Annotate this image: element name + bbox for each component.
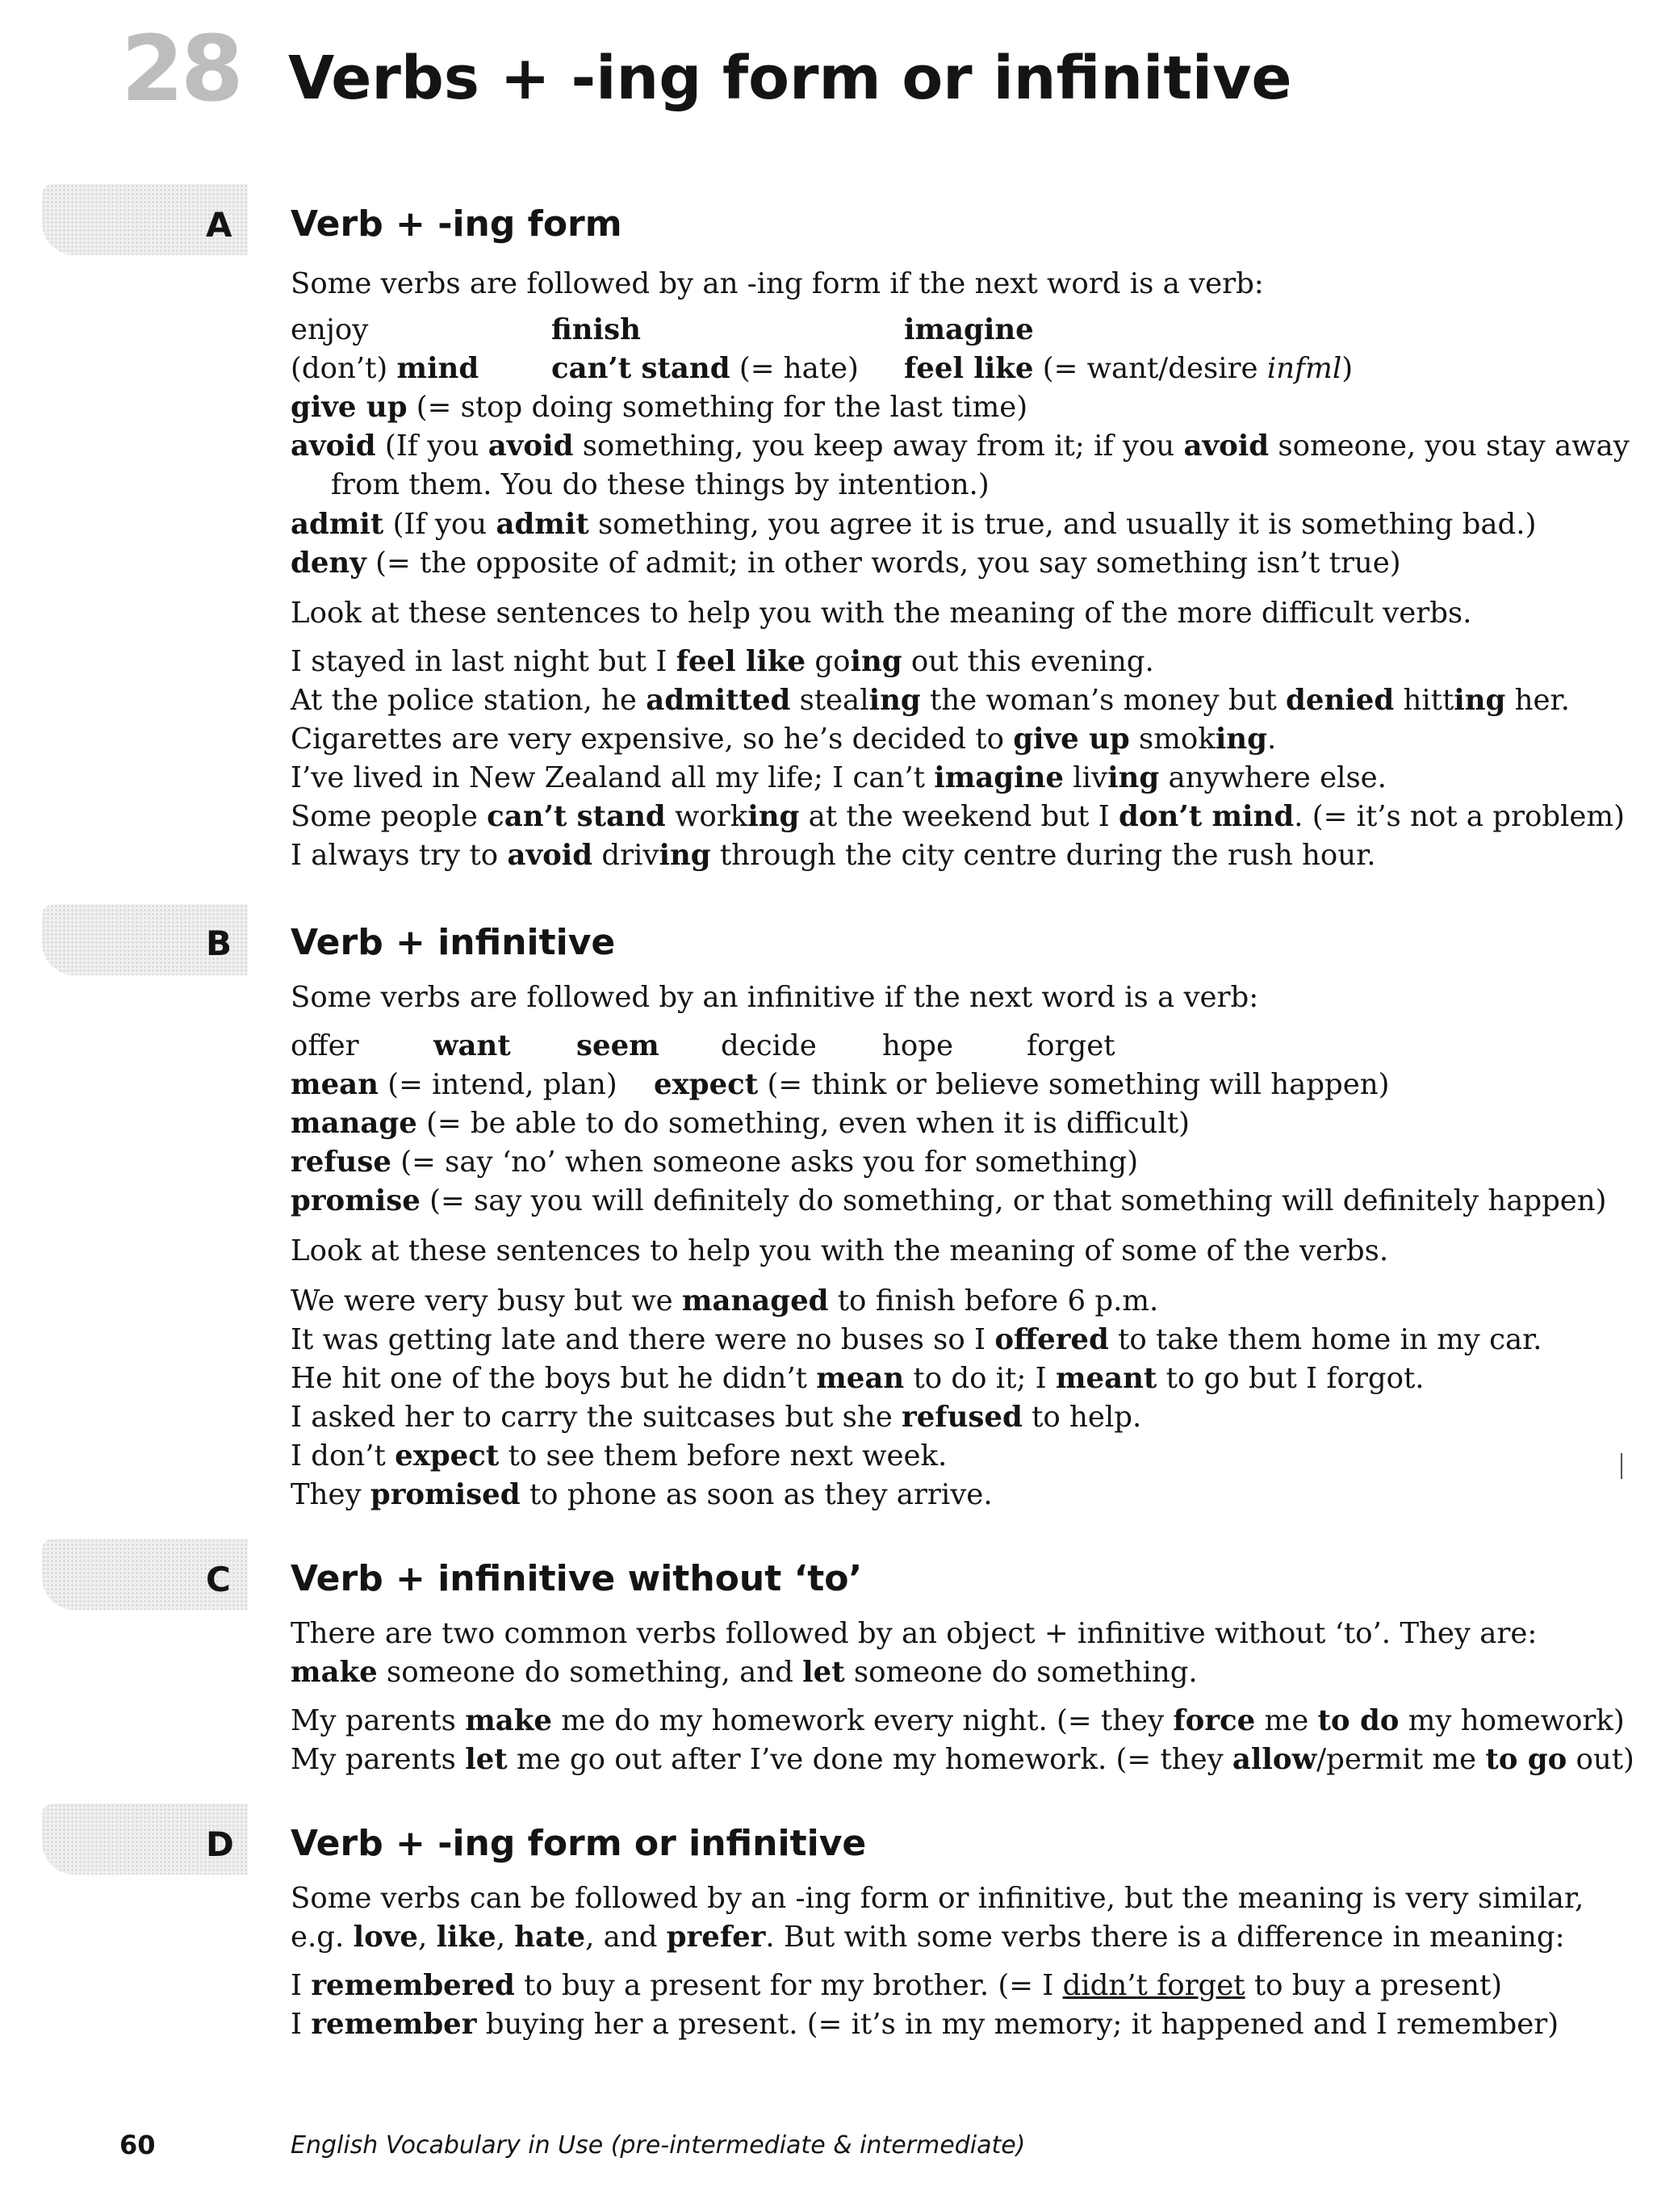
example-sentence: I always try to avoid driving through the city centre during the rush hour. (291, 839, 1376, 872)
verb-enjoy: enjoy (291, 313, 369, 346)
section-b-heading: Verb + infinitive (291, 922, 616, 963)
definition-promise: promise (= say you will definitely do something, or that something will definitely happen) (291, 1184, 1607, 1217)
page-title: Verbs + -ing form or infinitive (288, 44, 1292, 113)
definition-refuse: refuse (= say ‘no’ when someone asks you for something) (291, 1146, 1139, 1179)
definition-deny: deny (= the opposite of admit; in other words, you say something isn’t true) (291, 547, 1401, 580)
example-sentence: At the police station, he admitted stealing the woman’s money but denied hitting her. (291, 684, 1570, 717)
section-a-look-note: Look at these sentences to help you with the meaning of the more difficult verbs. (291, 597, 1472, 630)
section-b-look-note: Look at these sentences to help you with the meaning of some of the verbs. (291, 1234, 1389, 1267)
example-sentence: I remembered to buy a present for my brother. (= I didn’t forget to buy a present) (291, 1969, 1503, 2002)
section-d-letter: D (206, 1824, 234, 1864)
example-sentence: I stayed in last night but I feel like going out this evening. (291, 645, 1154, 678)
example-sentence: I remember buying her a present. (= it’s in my memory; it happened and I remember) (291, 2008, 1559, 2041)
section-d-intro-cont: e.g. love, like, hate, and prefer. But with some verbs there is a difference in meaning: (291, 1921, 1565, 1954)
section-b-intro: Some verbs are followed by an infinitive if the next word is a verb: (291, 981, 1259, 1014)
verb-seem: seem (576, 1029, 659, 1062)
definition-avoid-cont: from them. You do these things by intention.) (331, 468, 990, 501)
margin-mark (1621, 1453, 1622, 1479)
definition-expect: expect (= think or believe something will happen) (654, 1068, 1390, 1101)
example-sentence: Some people can’t stand working at the weekend but I don’t mind. (= it’s not a problem) (291, 800, 1625, 833)
unit-number: 28 (121, 17, 241, 122)
verb-hope: hope (882, 1029, 953, 1062)
section-d-heading: Verb + -ing form or infinitive (291, 1823, 867, 1864)
example-sentence: My parents let me go out after I’ve done my homework. (= they allow/permit me to go out) (291, 1743, 1634, 1776)
section-a-letter: A (206, 205, 232, 245)
example-sentence: I don’t expect to see them before next week. (291, 1439, 948, 1473)
definition-avoid: avoid (If you avoid something, you keep away from it; if you avoid someone, you stay away (291, 429, 1630, 463)
example-sentence: He hit one of the boys but he didn’t mean to do it; I meant to go but I forgot. (291, 1362, 1425, 1395)
verb-finish: finish (551, 313, 641, 346)
verb-feel-like: feel like (= want/desire infml) (904, 352, 1354, 385)
definition-give-up: give up (= stop doing something for the last time) (291, 391, 1028, 424)
verb-want: want (433, 1029, 511, 1062)
example-sentence: Cigarettes are very expensive, so he’s decided to give up smoking. (291, 723, 1277, 756)
verb-forget: forget (1027, 1029, 1115, 1062)
page-number: 60 (119, 2130, 156, 2160)
book-title: English Vocabulary in Use (pre-intermediate & intermediate) (291, 2131, 1026, 2160)
section-c-letter: C (206, 1560, 231, 1599)
section-b-letter: B (206, 924, 232, 963)
verb-imagine: imagine (904, 313, 1034, 346)
definition-admit: admit (If you admit something, you agree it is true, and usually it is something bad.) (291, 508, 1537, 541)
section-a-heading: Verb + -ing form (291, 203, 622, 245)
section-c-intro: There are two common verbs followed by an object + infinitive without ‘to’. They are: (291, 1617, 1538, 1650)
section-a-intro: Some verbs are followed by an -ing form if the next word is a verb: (291, 267, 1264, 300)
definition-mean: mean (= intend, plan) (291, 1068, 617, 1101)
example-sentence: We were very busy but we managed to finish before 6 p.m. (291, 1284, 1159, 1318)
example-sentence: It was getting late and there were no buses so I offered to take them home in my car. (291, 1323, 1542, 1356)
section-c-intro-cont: make someone do something, and let someone do something. (291, 1656, 1198, 1689)
verb-dont-mind: (don’t) mind (291, 352, 479, 385)
example-sentence: My parents make me do my homework every night. (= they force me to do my homework) (291, 1704, 1625, 1737)
verb-cant-stand: can’t stand (= hate) (551, 352, 859, 385)
example-sentence: I asked her to carry the suitcases but she refused to help. (291, 1401, 1142, 1434)
section-d-intro: Some verbs can be followed by an -ing form or infinitive, but the meaning is very similar, (291, 1882, 1584, 1915)
verb-decide: decide (721, 1029, 817, 1062)
section-c-heading: Verb + infinitive without ‘to’ (291, 1558, 863, 1599)
definition-manage: manage (= be able to do something, even when it is difficult) (291, 1107, 1190, 1140)
example-sentence: They promised to phone as soon as they arrive. (291, 1478, 993, 1511)
example-sentence: I’ve lived in New Zealand all my life; I can’t imagine living anywhere else. (291, 761, 1387, 794)
verb-offer: offer (291, 1029, 359, 1062)
